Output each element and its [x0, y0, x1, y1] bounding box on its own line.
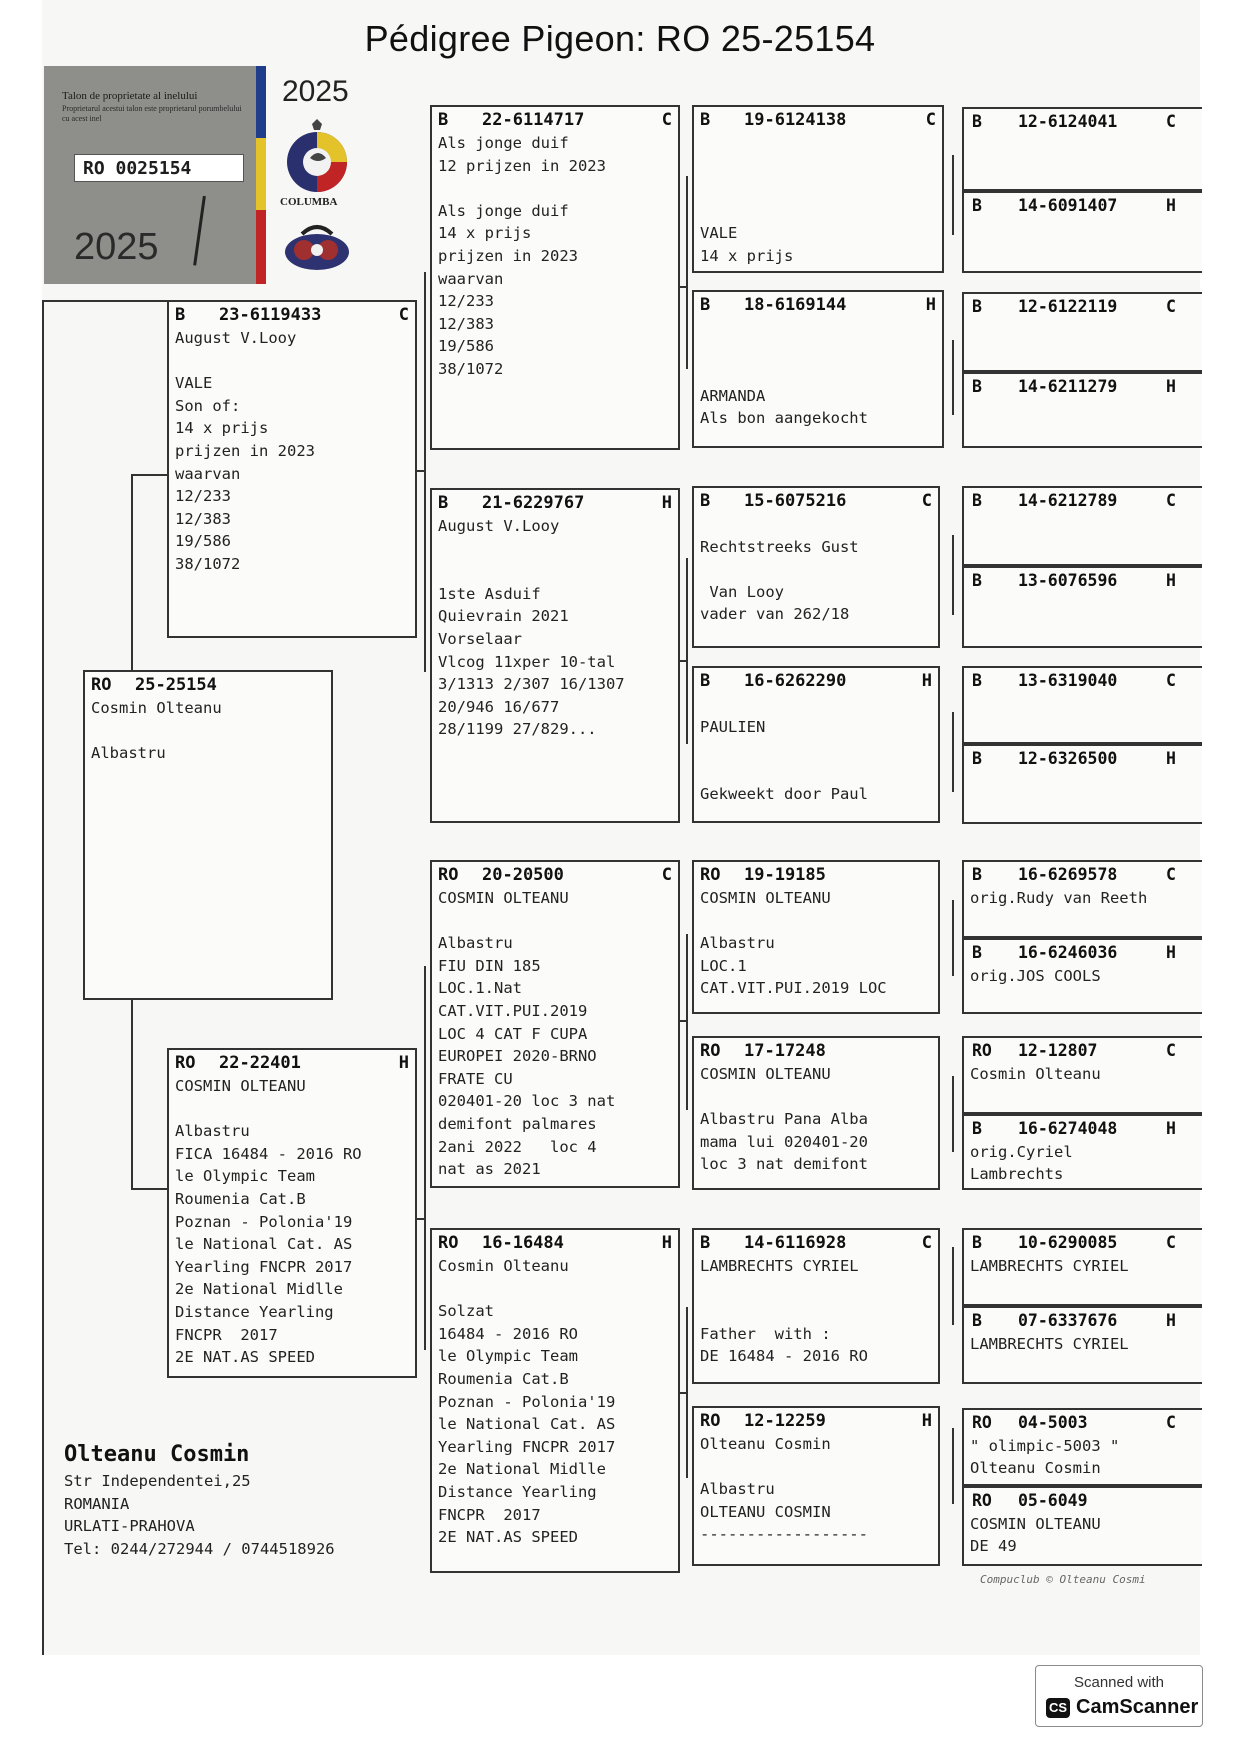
sex-code	[908, 865, 932, 885]
country-code: B	[700, 110, 711, 130]
info-line: waarvan	[438, 269, 504, 288]
info-line: Cosmin Olteanu	[91, 699, 222, 717]
gen4-box-3	[692, 486, 940, 648]
granddam-paternal-box	[430, 488, 680, 823]
gen5-box-16	[962, 1486, 1202, 1566]
info-line: 020401-20 loc 3 nat	[438, 1092, 616, 1111]
ring-number: 21-6229767	[482, 493, 585, 513]
sex-code: C	[398, 305, 409, 325]
ring-number: 25-25154	[135, 675, 217, 695]
info-line: Distance Yearling	[438, 1482, 597, 1501]
country-code: RO	[700, 1411, 721, 1431]
info-line: Albastru	[438, 934, 513, 953]
info-line	[694, 910, 938, 933]
connector	[131, 1188, 167, 1190]
country-code: B	[700, 295, 711, 315]
info-line: FIU DIN 185	[438, 956, 541, 975]
gen4-box-6	[692, 1036, 940, 1190]
info-line	[694, 513, 938, 536]
info-line: 38/1072	[175, 554, 241, 573]
ring-number: 12-6124041	[1018, 112, 1118, 131]
info-line: 2E NAT.AS SPEED	[438, 1528, 578, 1547]
info-line	[85, 720, 331, 743]
info-line: loc 3 nat demifont	[700, 1155, 868, 1174]
info-line: Albastru	[700, 934, 775, 953]
gen5-box-8	[962, 744, 1202, 824]
gen4-box-1	[692, 105, 944, 273]
info-line: FRATE CU	[438, 1069, 513, 1088]
country-code: RO	[972, 1413, 992, 1432]
sex-code: C	[661, 865, 672, 885]
gen5-box-11	[962, 1036, 1202, 1114]
sex-code: C	[1166, 1233, 1176, 1252]
info-line: Lambrechts	[970, 1165, 1064, 1183]
info-line: 12/383	[175, 509, 231, 528]
connector-subject-sire	[131, 474, 133, 670]
info-line	[694, 1300, 938, 1323]
country-code: B	[972, 749, 982, 768]
ring-number: 16-6274048	[1018, 1119, 1118, 1138]
sex-code: H	[1166, 1311, 1176, 1330]
info-line: Roumenia Cat.B	[175, 1189, 306, 1208]
country-code: RO	[175, 1053, 196, 1073]
country-code: B	[438, 110, 449, 130]
columba-label: COLUMBA	[280, 196, 338, 208]
info-line: OLTEANU COSMIN	[700, 1502, 831, 1521]
ring-number: 17-17248	[744, 1041, 826, 1061]
info-line: 14 x prijs	[438, 224, 532, 243]
sex-code: H	[1166, 1119, 1176, 1138]
federation-year: 2025	[282, 75, 349, 108]
info-line: nat as 2021	[438, 1160, 541, 1179]
ring-number: 12-12259	[744, 1411, 826, 1431]
country-code: B	[972, 865, 982, 884]
card-header: Talon de proprietate al inelului	[62, 90, 198, 102]
country-code: B	[972, 112, 982, 131]
info-line: 1ste Asduif	[438, 584, 541, 603]
info-line: Albastru	[175, 1122, 250, 1141]
sex-code: C	[1166, 491, 1176, 510]
info-line: LOC 4 CAT F CUPA	[438, 1024, 588, 1043]
sex-code: C	[1166, 112, 1176, 131]
info-line: Van Looy	[700, 582, 784, 601]
info-line: 12/233	[175, 487, 231, 506]
info-line: mama lui 020401-20	[700, 1132, 868, 1151]
info-line: demifont palmares	[438, 1114, 597, 1133]
ring-number: 12-12807	[1018, 1041, 1098, 1060]
gen5-box-5	[962, 486, 1202, 566]
info-line: 20/946 16/677	[438, 697, 560, 716]
country-code: B	[972, 1119, 982, 1138]
subject-pigeon-box	[83, 670, 333, 1000]
country-code: B	[972, 671, 982, 690]
info-line	[432, 177, 678, 200]
country-code: RO	[700, 865, 721, 885]
info-line: VALE	[175, 374, 213, 393]
gen5-box-4	[962, 372, 1202, 448]
country-code: B	[972, 1233, 982, 1252]
ring-number: 10-6290085	[1018, 1233, 1118, 1252]
country-code: B	[972, 491, 982, 510]
connector	[952, 712, 954, 792]
info-line	[694, 362, 942, 385]
gen5-box-7	[962, 666, 1202, 744]
columba-logo-icon	[282, 118, 352, 196]
info-line: 28/1199 27/829...	[438, 720, 597, 739]
ring-number: 13-6319040	[1018, 671, 1118, 690]
info-line	[694, 132, 942, 155]
gen4-box-2	[692, 290, 944, 448]
info-line: Vlcog 11xper 10-tal	[438, 652, 616, 671]
connector	[131, 474, 167, 476]
ring-number: 14-6116928	[744, 1233, 847, 1253]
info-line	[694, 1278, 938, 1301]
owner-phone: Tel: 0244/272944 / 0744518926	[64, 1539, 335, 1558]
info-line: LAMBRECHTS CYRIEL	[970, 1257, 1129, 1275]
info-line	[169, 1098, 415, 1121]
info-line: Gekweekt door Paul	[700, 785, 868, 804]
sex-code: H	[1166, 377, 1176, 396]
info-line	[432, 1278, 678, 1301]
info-line: le Olympic Team	[438, 1347, 578, 1366]
sex-code: H	[1166, 571, 1176, 590]
gen4-box-8	[692, 1406, 940, 1566]
sex-code: H	[921, 671, 932, 691]
country-code: RO	[438, 1233, 459, 1253]
info-line: 2e National Midlle	[175, 1280, 343, 1299]
info-line: 19/586	[175, 532, 231, 551]
info-line	[694, 738, 938, 761]
info-line: orig.JOS COOLS	[970, 967, 1101, 985]
country-code: B	[972, 943, 982, 962]
info-line: LAMBRECHTS CYRIEL	[970, 1335, 1129, 1353]
info-line: Rechtstreeks Gust	[700, 537, 859, 556]
info-line: le National Cat. AS	[438, 1415, 616, 1434]
country-code: B	[972, 196, 982, 215]
camscanner-brand: CamScanner	[1076, 1696, 1199, 1718]
info-line: VALE	[700, 224, 738, 243]
gen5-box-15	[962, 1408, 1202, 1486]
info-line	[694, 693, 938, 716]
info-line	[432, 910, 678, 933]
info-line: COSMIN OLTEANU	[970, 1515, 1101, 1533]
info-line: Cosmin Olteanu	[438, 1257, 569, 1275]
info-line: EUROPEI 2020-BRNO	[438, 1047, 597, 1066]
info-line: Olteanu Cosmin	[970, 1459, 1101, 1477]
info-line: Distance Yearling	[175, 1302, 334, 1321]
country-code: B	[972, 297, 982, 316]
info-line: vader van 262/18	[700, 605, 850, 624]
info-line: Albastru Pana Alba	[700, 1110, 868, 1129]
info-line: DE 16484 - 2016 RO	[700, 1347, 868, 1366]
gen4-box-7	[692, 1228, 940, 1384]
country-code: RO	[700, 1041, 721, 1061]
ring-number: 14-6211279	[1018, 377, 1118, 396]
info-line: DE 49	[970, 1537, 1017, 1555]
info-line: LAMBRECHTS CYRIEL	[700, 1257, 859, 1275]
sex-code: H	[398, 1053, 409, 1073]
info-line: FNCPR 2017	[438, 1505, 541, 1524]
ring-number: 19-19185	[744, 865, 826, 885]
country-code: B	[438, 493, 449, 513]
info-line	[694, 761, 938, 784]
sex-code: H	[1166, 196, 1176, 215]
sex-code: H	[921, 1411, 932, 1431]
info-line: COSMIN OLTEANU	[700, 889, 831, 907]
ring-number: 19-6124138	[744, 110, 847, 130]
sex-code	[908, 1041, 932, 1061]
info-line	[694, 340, 942, 363]
gen5-box-13	[962, 1228, 1202, 1306]
sex-code	[1166, 1491, 1196, 1511]
info-line: 12/233	[438, 292, 494, 311]
card-year: 2025	[74, 226, 159, 268]
owner-address-line: ROMANIA	[64, 1494, 130, 1513]
ring-number: 16-6246036	[1018, 943, 1118, 962]
info-line: FNCPR 2017	[175, 1325, 278, 1344]
ring-number: 22-6114717	[482, 110, 585, 130]
card-signature	[193, 196, 210, 266]
country-code: B	[175, 305, 186, 325]
owner-name: Olteanu Cosmin	[64, 1442, 250, 1467]
ring-number: 15-6075216	[744, 491, 847, 511]
country-code: B	[972, 377, 982, 396]
grandsire-maternal-box	[430, 860, 680, 1188]
ring-number: 16-6262290	[744, 671, 847, 691]
info-line: " olimpic-5003 "	[970, 1437, 1120, 1455]
tricolor-stripe	[256, 66, 266, 284]
info-line: 19/586	[438, 337, 494, 356]
country-code: B	[972, 1311, 982, 1330]
country-code: RO	[438, 865, 459, 885]
ring-number: 14-6091407	[1018, 196, 1118, 215]
connector-dam-parents	[424, 966, 426, 1350]
connector	[686, 176, 688, 369]
ring-number: 04-5003	[1018, 1413, 1088, 1432]
frame-left-line	[42, 300, 44, 1655]
info-line	[432, 560, 678, 583]
info-line: Yearling FNCPR 2017	[175, 1257, 353, 1276]
ring-number: 14-6212789	[1018, 491, 1118, 510]
granddam-maternal-box	[430, 1228, 680, 1573]
info-line: Cosmin Olteanu	[970, 1065, 1101, 1083]
connector	[952, 535, 954, 615]
info-line: le Olympic Team	[175, 1167, 315, 1186]
info-line: Father with :	[700, 1324, 831, 1343]
info-line: COSMIN OLTEANU	[175, 1077, 306, 1095]
sex-code: H	[1166, 943, 1176, 962]
connector	[686, 1307, 688, 1478]
info-line: 16484 - 2016 RO	[438, 1324, 578, 1343]
info-line: August V.Looy	[175, 329, 297, 347]
owner-address-line: Str Independentei,25	[64, 1472, 251, 1490]
info-line: Roumenia Cat.B	[438, 1369, 569, 1388]
info-line: 38/1072	[438, 359, 504, 378]
ring-number: 16-16484	[482, 1233, 564, 1253]
software-credit: Compuclub © Olteanu Cosmi	[980, 1573, 1146, 1586]
connector	[952, 1076, 954, 1152]
ring-property-card	[44, 66, 262, 284]
info-line	[694, 177, 942, 200]
connector	[952, 1247, 954, 1325]
sex-code: C	[1166, 865, 1176, 884]
info-line: COSMIN OLTEANU	[438, 889, 569, 907]
sex-code: C	[921, 491, 932, 511]
sex-code	[301, 675, 325, 695]
info-line: COSMIN OLTEANU	[700, 1065, 831, 1083]
ring-number: 20-20500	[482, 865, 564, 885]
info-line: 2e National Midlle	[438, 1460, 606, 1479]
gen5-box-14	[962, 1306, 1202, 1384]
info-line: Als bon aangekocht	[700, 409, 868, 428]
gen5-box-2	[962, 191, 1202, 273]
info-line: 3/1313 2/307 16/1307	[438, 675, 625, 694]
info-line: 2ani 2022 loc 4	[438, 1137, 597, 1156]
card-subtext: Proprietarul acestui talon este proprietarul porumbelului cu acest inel	[62, 104, 242, 123]
info-line: 14 x prijs	[175, 419, 269, 438]
page-title: Pédigree Pigeon: RO 25-25154	[364, 18, 876, 59]
gen4-box-4	[692, 666, 940, 823]
sex-code: C	[921, 1233, 932, 1253]
info-line: Solzat	[438, 1302, 494, 1321]
info-line	[694, 558, 938, 581]
sire-box	[167, 300, 417, 638]
info-line: 12/383	[438, 314, 494, 333]
gen5-box-12	[962, 1114, 1202, 1190]
country-code: B	[972, 571, 982, 590]
info-line: PAULIEN	[700, 717, 766, 736]
sex-code: C	[925, 110, 936, 130]
owner-address-line: URLATI-PRAHOVA	[64, 1517, 195, 1536]
sex-code: C	[1166, 671, 1176, 690]
info-line: ARMANDA	[700, 386, 766, 405]
info-line: Yearling FNCPR 2017	[438, 1437, 616, 1456]
sex-code: H	[661, 493, 672, 513]
info-line: Quievrain 2021	[438, 607, 569, 626]
country-code: RO	[91, 675, 112, 695]
connector	[952, 340, 954, 415]
gen5-box-1	[962, 107, 1202, 191]
camscanner-watermark	[1035, 1665, 1203, 1727]
owner-block	[64, 1440, 335, 1560]
sex-code: H	[661, 1233, 672, 1253]
connector	[952, 155, 954, 235]
ring-number: 05-6049	[1018, 1491, 1088, 1510]
ring-number: 23-6119433	[219, 305, 322, 325]
country-code: RO	[972, 1041, 992, 1060]
country-code: B	[700, 491, 711, 511]
scanned-with-label: Scanned with	[1073, 1674, 1165, 1691]
info-line: orig.Rudy van Reeth	[970, 889, 1148, 907]
info-line: ------------------	[700, 1525, 868, 1544]
gen5-box-3	[962, 292, 1202, 372]
info-line	[169, 350, 415, 373]
pigeon-emblem-icon	[282, 222, 352, 272]
sex-code: C	[1166, 1413, 1176, 1432]
country-code: RO	[972, 1491, 992, 1510]
country-code: B	[700, 1233, 711, 1253]
info-line: Als jonge duif	[438, 201, 569, 220]
info-line: LOC.1	[700, 956, 747, 975]
dam-box	[167, 1048, 417, 1378]
info-line: prijzen in 2023	[175, 441, 315, 460]
info-line: CAT.VIT.PUI.2019 LOC	[700, 979, 887, 998]
sex-code: H	[925, 295, 936, 315]
sex-code: C	[661, 110, 672, 130]
camscanner-logo-icon: CS	[1046, 1698, 1070, 1718]
info-line: 2E NAT.AS SPEED	[175, 1348, 315, 1367]
connector	[686, 558, 688, 744]
ring-number: 16-6269578	[1018, 865, 1118, 884]
info-line: waarvan	[175, 464, 241, 483]
connector	[952, 900, 954, 976]
country-code: B	[700, 671, 711, 691]
gen5-box-6	[962, 566, 1202, 648]
info-line	[694, 1456, 938, 1479]
grandsire-paternal-box	[430, 105, 680, 450]
ring-number: 18-6169144	[744, 295, 847, 315]
info-line	[694, 1086, 938, 1109]
connector	[686, 934, 688, 1110]
ring-number: 12-6326500	[1018, 749, 1118, 768]
ring-number: 22-22401	[219, 1053, 301, 1073]
info-line: FICA 16484 - 2016 RO	[175, 1144, 362, 1163]
info-line: Poznan - Polonia'19	[438, 1392, 616, 1411]
connector	[952, 1428, 954, 1504]
sex-code: C	[1166, 297, 1176, 316]
info-line: 12 prijzen in 2023	[438, 156, 606, 175]
ring-number: 13-6076596	[1018, 571, 1118, 590]
gen5-box-10	[962, 938, 1202, 1014]
info-line: Olteanu Cosmin	[700, 1435, 831, 1453]
connector-sire-parents	[424, 272, 426, 672]
info-line: prijzen in 2023	[438, 246, 578, 265]
info-line	[694, 200, 942, 223]
sex-code: C	[1166, 1041, 1176, 1060]
info-line	[694, 317, 942, 340]
info-line: LOC.1.Nat	[438, 979, 522, 998]
info-line: 14 x prijs	[700, 246, 794, 265]
info-line: Poznan - Polonia'19	[175, 1212, 353, 1231]
ring-number: 12-6122119	[1018, 297, 1118, 316]
gen4-box-5	[692, 860, 940, 1014]
gen5-box-9	[962, 860, 1202, 938]
ring-number: 07-6337676	[1018, 1311, 1118, 1330]
sex-code: H	[1166, 749, 1176, 768]
card-ring-number: RO 0025154	[74, 154, 244, 182]
info-line: orig.Cyriel	[970, 1143, 1073, 1161]
info-line: CAT.VIT.PUI.2019	[438, 1001, 588, 1020]
info-line: Vorselaar	[438, 629, 522, 648]
info-line: Albastru	[700, 1480, 775, 1499]
info-line: Son of:	[175, 396, 241, 415]
info-line	[694, 155, 942, 178]
info-line: Als jonge duif	[438, 134, 569, 152]
info-line: Albastru	[91, 744, 166, 763]
info-line: le National Cat. AS	[175, 1235, 353, 1254]
info-line: August V.Looy	[438, 517, 560, 535]
connector-subject-dam	[131, 998, 133, 1188]
info-line	[432, 538, 678, 561]
